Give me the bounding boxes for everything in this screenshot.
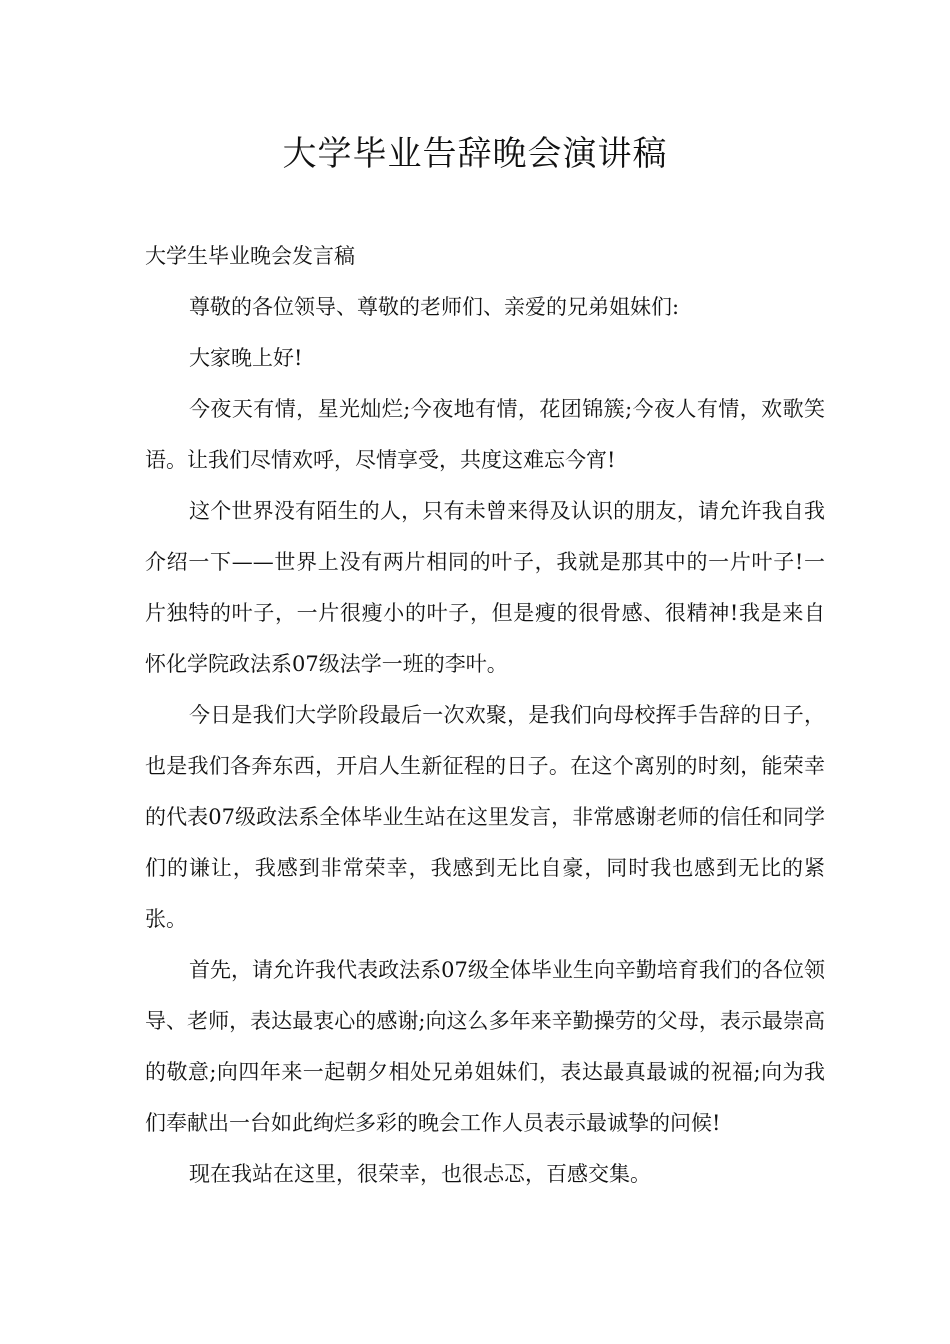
section-subtitle: 大学生毕业晚会发言稿 — [145, 244, 355, 268]
paragraph-thanks: 首先，请允许我代表政法系07级全体毕业生向辛勤培育我们的各位领导、老师，表达最衷心的感谢;向这么多年来辛勤操劳的父母，表示最崇高的敬意;向四年来一起朝夕相处兄弟姐妹们，表达最真最诚的祝福;向为我们奉献出一台如此绚烂多彩的晚会工作人员表示最诚挚的问候! — [145, 958, 825, 1135]
document-body — [145, 231, 825, 1200]
paragraph-introduction: 这个世界没有陌生的人，只有未曾来得及认识的朋友，请允许我自我介绍一下——世界上没有两片相同的叶子，我就是那其中的一片叶子!一片独特的叶子，一片很瘦小的叶子，但是瘦的很骨感、很精神!我是来自怀化学院政法系07级法学一班的李叶。 — [145, 499, 825, 676]
paragraph-salutation: 尊敬的各位领导、尊敬的老师们、亲爱的兄弟姐妹们: — [189, 295, 680, 319]
page-title: 大学毕业告辞晚会演讲稿 — [282, 134, 668, 174]
paragraph-greeting: 大家晚上好! — [189, 346, 303, 370]
paragraph-feelings: 现在我站在这里，很荣幸，也很忐忑，百感交集。 — [189, 1162, 651, 1186]
paragraph-tonight: 今夜天有情，星光灿烂;今夜地有情，花团锦簇;今夜人有情，欢歌笑语。让我们尽情欢呼，尽情享受，共度这难忘今宵! — [145, 397, 825, 472]
paragraph-farewell: 今日是我们大学阶段最后一次欢聚，是我们向母校挥手告辞的日子，也是我们各奔东西，开启人生新征程的日子。在这个离别的时刻，能荣幸的代表07级政法系全体毕业生站在这里发言，非常感谢老师的信任和同学们的谦让，我感到非常荣幸，我感到无比自豪，同时我也感到无比的紧张。 — [145, 703, 825, 931]
